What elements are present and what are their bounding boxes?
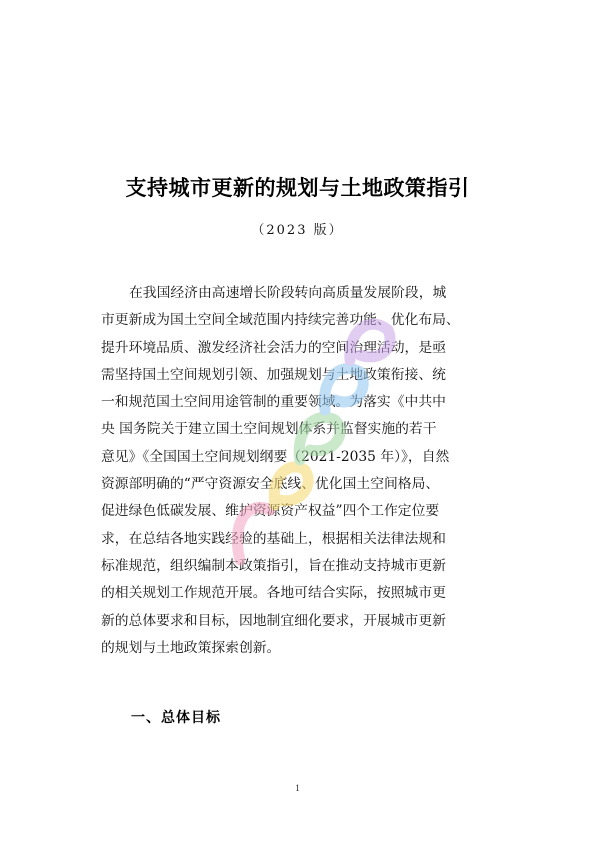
paragraph-line: 标准规范，组织编制本政策指引，旨在推动支持城市更新 — [101, 557, 446, 574]
paragraph-line: 促进绿色低碳发展、维护资源资产权益”四个工作定位要 — [101, 503, 440, 520]
paragraph-line: 提升环境品质、激发经济社会活力的空间治理活动，是亟 — [101, 339, 446, 356]
paragraph-line: 的相关规划工作规范开展。各地可结合实际，按照城市更 — [101, 585, 446, 602]
paragraph-line: 新的总体要求和目标，因地制宜细化要求，开展城市更新 — [101, 612, 446, 629]
paragraph-line: 央 国务院关于建立国土空间规划体系并监督实施的若干 — [101, 421, 437, 438]
paragraph-line: 的规划与土地政策探索创新。 — [101, 639, 281, 656]
paragraph-line: 市更新成为国土空间全域范围内持续完善功能、优化布局、 — [101, 312, 460, 329]
paragraph-line: 求，在总结各地实践经验的基础上，根据相关法律法规和 — [101, 530, 446, 547]
paragraph-line: 在我国经济由高速增长阶段转向高质量发展阶段，城 — [129, 285, 447, 301]
paragraph-line: 意见》《全国国土空间规划纲要（2021-2035 年）》，自然 — [101, 448, 450, 465]
paragraph-line: 需坚持国土空间规划引领、加强规划与土地政策衔接、统 — [101, 366, 446, 383]
paragraph-line: 资源部明确的“严守资源安全底线、优化国土空间格局、 — [101, 476, 440, 493]
intro-paragraph — [101, 280, 503, 662]
section-heading: 一、总体目标 — [131, 710, 221, 726]
document-title: 支持城市更新的规划与土地政策指引 — [125, 175, 470, 200]
page-number: 1 — [295, 783, 300, 793]
paragraph-line: 一和规范国土空间用途管制的重要领域。为落实《中共中 — [101, 394, 446, 411]
edition-label: （2023 版） — [251, 223, 344, 238]
